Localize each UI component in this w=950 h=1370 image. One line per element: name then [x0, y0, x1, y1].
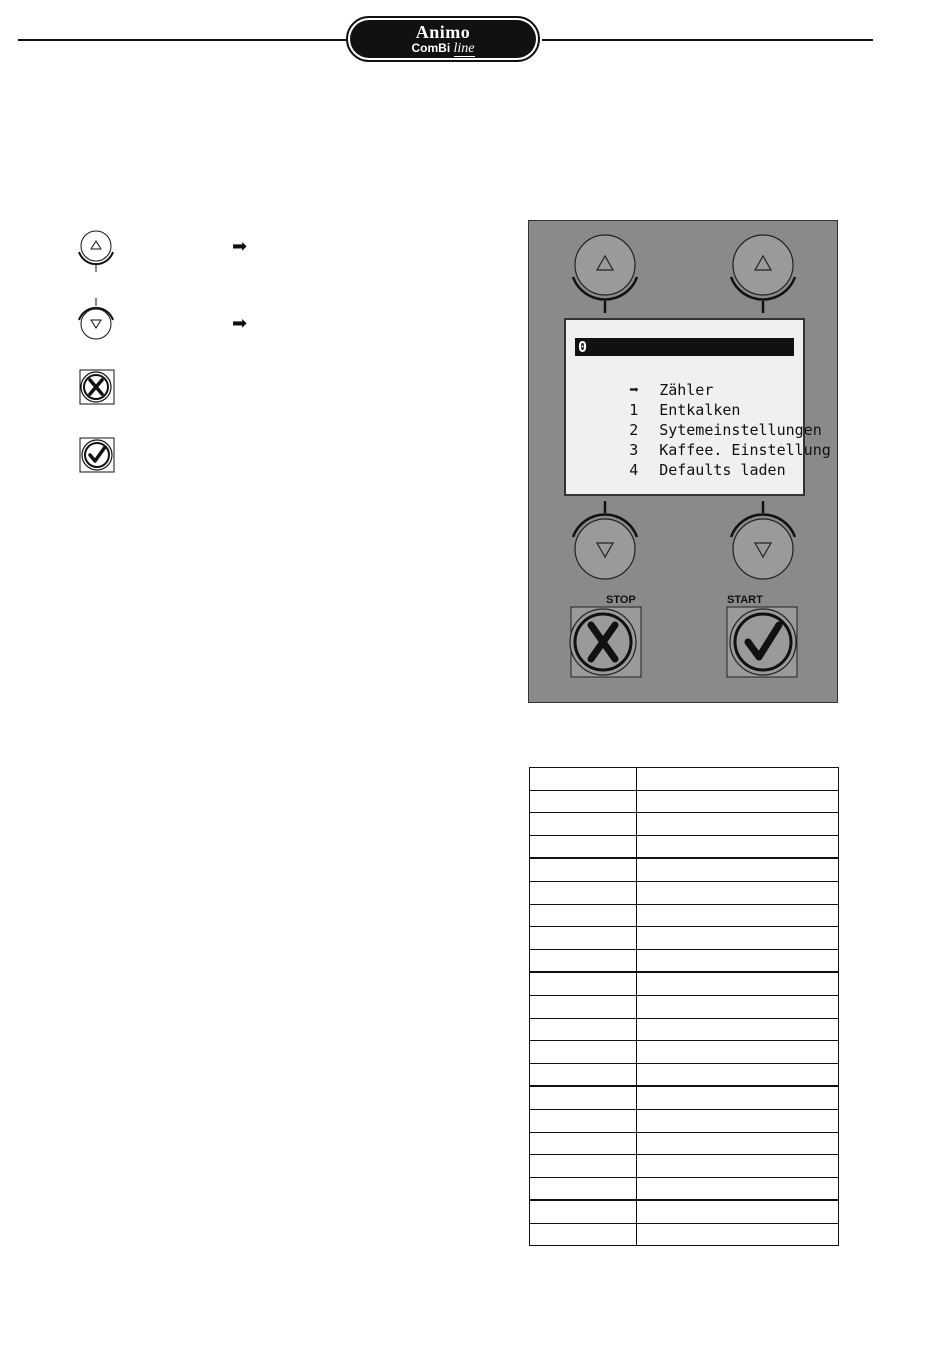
lcd-item-number: 2 [629, 421, 639, 439]
table-row [530, 995, 839, 1018]
lcd-item-text: Zähler [659, 381, 714, 399]
table-cell-value [637, 904, 839, 927]
table-row [530, 1018, 839, 1041]
table-cell-key [530, 1109, 637, 1132]
logo-subtitle-brand: ComBi [411, 41, 451, 55]
table-cell-value [637, 768, 839, 791]
up-left-button[interactable] [573, 235, 637, 313]
table-row [530, 858, 839, 881]
table-cell-value [637, 1018, 839, 1041]
lcd-menu-item[interactable] [575, 360, 714, 399]
table-cell-value [637, 1200, 839, 1223]
table-cell-value [637, 1132, 839, 1155]
table-cell-key [530, 949, 637, 972]
header-rule-left [18, 39, 346, 41]
selection-arrow-icon: ➡ [629, 380, 639, 399]
down-right-button[interactable] [731, 501, 795, 579]
table-cell-key [530, 904, 637, 927]
lcd-menu-item[interactable] [575, 400, 822, 439]
table-row [530, 1155, 839, 1178]
start-button[interactable] [727, 607, 797, 677]
table-cell-key [530, 835, 637, 858]
down-button-icon [76, 296, 116, 344]
table-cell-key [530, 881, 637, 904]
table-cell-value [637, 790, 839, 813]
table-cell-key [530, 1018, 637, 1041]
lcd-item-number: 1 [629, 401, 639, 419]
blank-settings-table [529, 767, 839, 1246]
table-cell-value [637, 1177, 839, 1200]
table-cell-key [530, 995, 637, 1018]
table-cell-key [530, 972, 637, 995]
down-left-button[interactable] [573, 501, 637, 579]
table-cell-key [530, 1132, 637, 1155]
table-cell-key [530, 813, 637, 836]
table-row [530, 1177, 839, 1200]
brand-logo [346, 16, 540, 62]
lcd-menu-item[interactable] [575, 420, 831, 459]
table-row [530, 904, 839, 927]
lcd-item-number: 4 [629, 461, 639, 479]
table-cell-value [637, 1155, 839, 1178]
table-row [530, 1200, 839, 1223]
stop-button[interactable] [570, 607, 641, 677]
lcd-item-text: Entkalken [659, 401, 741, 419]
table-row [530, 949, 839, 972]
logo-subtitle-script: line [453, 41, 475, 56]
table-cell-key [530, 790, 637, 813]
table-cell-key [530, 768, 637, 791]
logo-title: Animo [415, 22, 471, 42]
lcd-item-text: Defaults laden [659, 461, 786, 479]
table-cell-value [637, 927, 839, 950]
table-row [530, 1132, 839, 1155]
table-row [530, 1223, 839, 1246]
start-label: START [727, 594, 763, 606]
table-cell-value [637, 1063, 839, 1086]
stop-label: STOP [606, 594, 636, 606]
table-row [530, 790, 839, 813]
lcd-item-text: Sytemeinstellungen [659, 421, 822, 439]
table-cell-value [637, 1223, 839, 1246]
lcd-display [564, 318, 831, 496]
table-row [530, 813, 839, 836]
table-row [530, 927, 839, 950]
lcd-menu-item[interactable] [575, 440, 786, 479]
table-cell-key [530, 1223, 637, 1246]
table-row [530, 1063, 839, 1086]
table-cell-value [637, 995, 839, 1018]
legend-arrow-up: ➡ [232, 236, 248, 257]
table-row [530, 972, 839, 995]
control-panel [528, 220, 838, 703]
table-cell-value [637, 1109, 839, 1132]
legend-arrow-down: ➡ [232, 313, 248, 334]
table-cell-value [637, 813, 839, 836]
table-cell-key [530, 1155, 637, 1178]
table-row [530, 768, 839, 791]
stop-button-icon [78, 368, 116, 406]
table-cell-key [530, 1086, 637, 1109]
table-cell-value [637, 858, 839, 881]
table-cell-value [637, 949, 839, 972]
table-cell-key [530, 1063, 637, 1086]
logo-subtitle [350, 41, 536, 56]
up-button-icon [76, 228, 116, 276]
up-right-button[interactable] [731, 235, 795, 313]
lcd-item-text: Kaffee. Einstellung [659, 441, 831, 459]
start-button-icon [78, 436, 116, 474]
table-cell-key [530, 1041, 637, 1064]
table-row [530, 1086, 839, 1109]
table-cell-value [637, 1041, 839, 1064]
table-cell-value [637, 972, 839, 995]
lcd-menu-item[interactable] [575, 380, 741, 419]
table-row [530, 835, 839, 858]
table-cell-value [637, 1086, 839, 1109]
lcd-selection-bar: 0 [575, 338, 794, 356]
table-row [530, 1109, 839, 1132]
table-cell-value [637, 835, 839, 858]
lcd-item-number: 3 [629, 441, 639, 459]
table-row [530, 1041, 839, 1064]
table-cell-key [530, 1200, 637, 1223]
header-rule-right [542, 39, 873, 41]
table-cell-key [530, 858, 637, 881]
table-cell-value [637, 881, 839, 904]
table-row [530, 881, 839, 904]
table-cell-key [530, 1177, 637, 1200]
table-cell-key [530, 927, 637, 950]
